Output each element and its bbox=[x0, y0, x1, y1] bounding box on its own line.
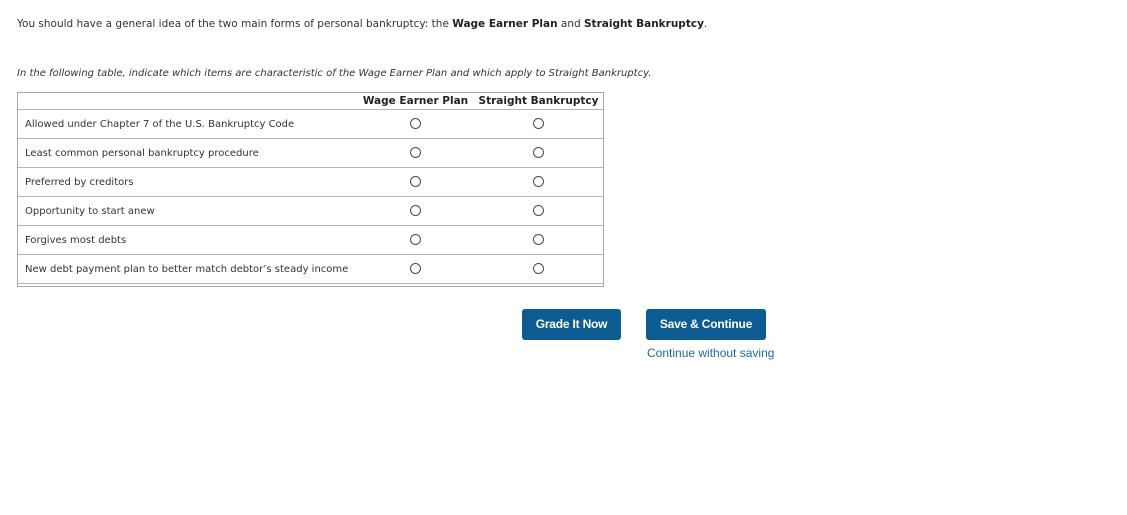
row-label: Forgives most debts bbox=[17, 226, 358, 255]
row-label: Least common personal bankruptcy procedure bbox=[17, 139, 358, 168]
radio-straight-row-6[interactable] bbox=[533, 263, 544, 274]
radio-wage-earner-row-6[interactable] bbox=[410, 263, 421, 274]
cell-wage-earner bbox=[358, 255, 473, 284]
instructions: In the following table, indicate which items are characteristic of the Wage Earner Plan and which apply to Straight Bankruptcy. bbox=[17, 68, 652, 79]
table-row bbox=[17, 110, 604, 139]
row-label: Preferred by creditors bbox=[17, 168, 358, 197]
intro-text bbox=[17, 17, 707, 31]
radio-straight-row-3[interactable] bbox=[533, 176, 544, 187]
table-header-row bbox=[17, 92, 604, 110]
radio-straight-row-1[interactable] bbox=[533, 118, 544, 129]
row-label: Opportunity to start anew bbox=[17, 197, 358, 226]
cell-straight bbox=[473, 110, 604, 139]
radio-wage-earner-row-3[interactable] bbox=[410, 176, 421, 187]
header-wage-earner-plan: Wage Earner Plan bbox=[358, 92, 473, 110]
header-blank bbox=[17, 92, 358, 110]
intro-prefix: You should have a general idea of the two main forms of personal bankruptcy: the bbox=[17, 18, 453, 30]
radio-straight-row-5[interactable] bbox=[533, 234, 544, 245]
cell-wage-earner bbox=[358, 110, 473, 139]
cell-straight bbox=[473, 139, 604, 168]
table-row bbox=[17, 197, 604, 226]
intro-suffix: . bbox=[703, 18, 708, 30]
cell-straight bbox=[473, 226, 604, 255]
cell-straight bbox=[473, 197, 604, 226]
radio-wage-earner-row-5[interactable] bbox=[410, 234, 421, 245]
cell-straight bbox=[473, 168, 604, 197]
radio-wage-earner-row-4[interactable] bbox=[410, 205, 421, 216]
cell-wage-earner bbox=[358, 197, 473, 226]
header-straight-bankruptcy: Straight Bankruptcy bbox=[473, 92, 604, 110]
radio-wage-earner-row-1[interactable] bbox=[410, 118, 421, 129]
table-row bbox=[17, 168, 604, 197]
table-row bbox=[17, 139, 604, 168]
classification-table bbox=[17, 92, 604, 284]
row-label: Allowed under Chapter 7 of the U.S. Bankruptcy Code bbox=[17, 110, 358, 139]
table-row bbox=[17, 226, 604, 255]
save-and-continue-button[interactable]: Save & Continue bbox=[646, 309, 766, 340]
continue-without-saving-link[interactable]: Continue without saving bbox=[647, 346, 775, 360]
row-label: New debt payment plan to better match debtor’s steady income bbox=[17, 255, 358, 284]
intro-term-wage-earner: Wage Earner Plan bbox=[452, 18, 558, 30]
cell-wage-earner bbox=[358, 139, 473, 168]
cell-wage-earner bbox=[358, 168, 473, 197]
intro-term-straight: Straight Bankruptcy bbox=[584, 18, 704, 30]
radio-wage-earner-row-2[interactable] bbox=[410, 147, 421, 158]
cell-straight bbox=[473, 255, 604, 284]
grade-it-now-button[interactable]: Grade It Now bbox=[522, 309, 621, 340]
table-row bbox=[17, 255, 604, 284]
radio-straight-row-4[interactable] bbox=[533, 205, 544, 216]
cell-wage-earner bbox=[358, 226, 473, 255]
radio-straight-row-2[interactable] bbox=[533, 147, 544, 158]
intro-middle: and bbox=[557, 18, 584, 30]
